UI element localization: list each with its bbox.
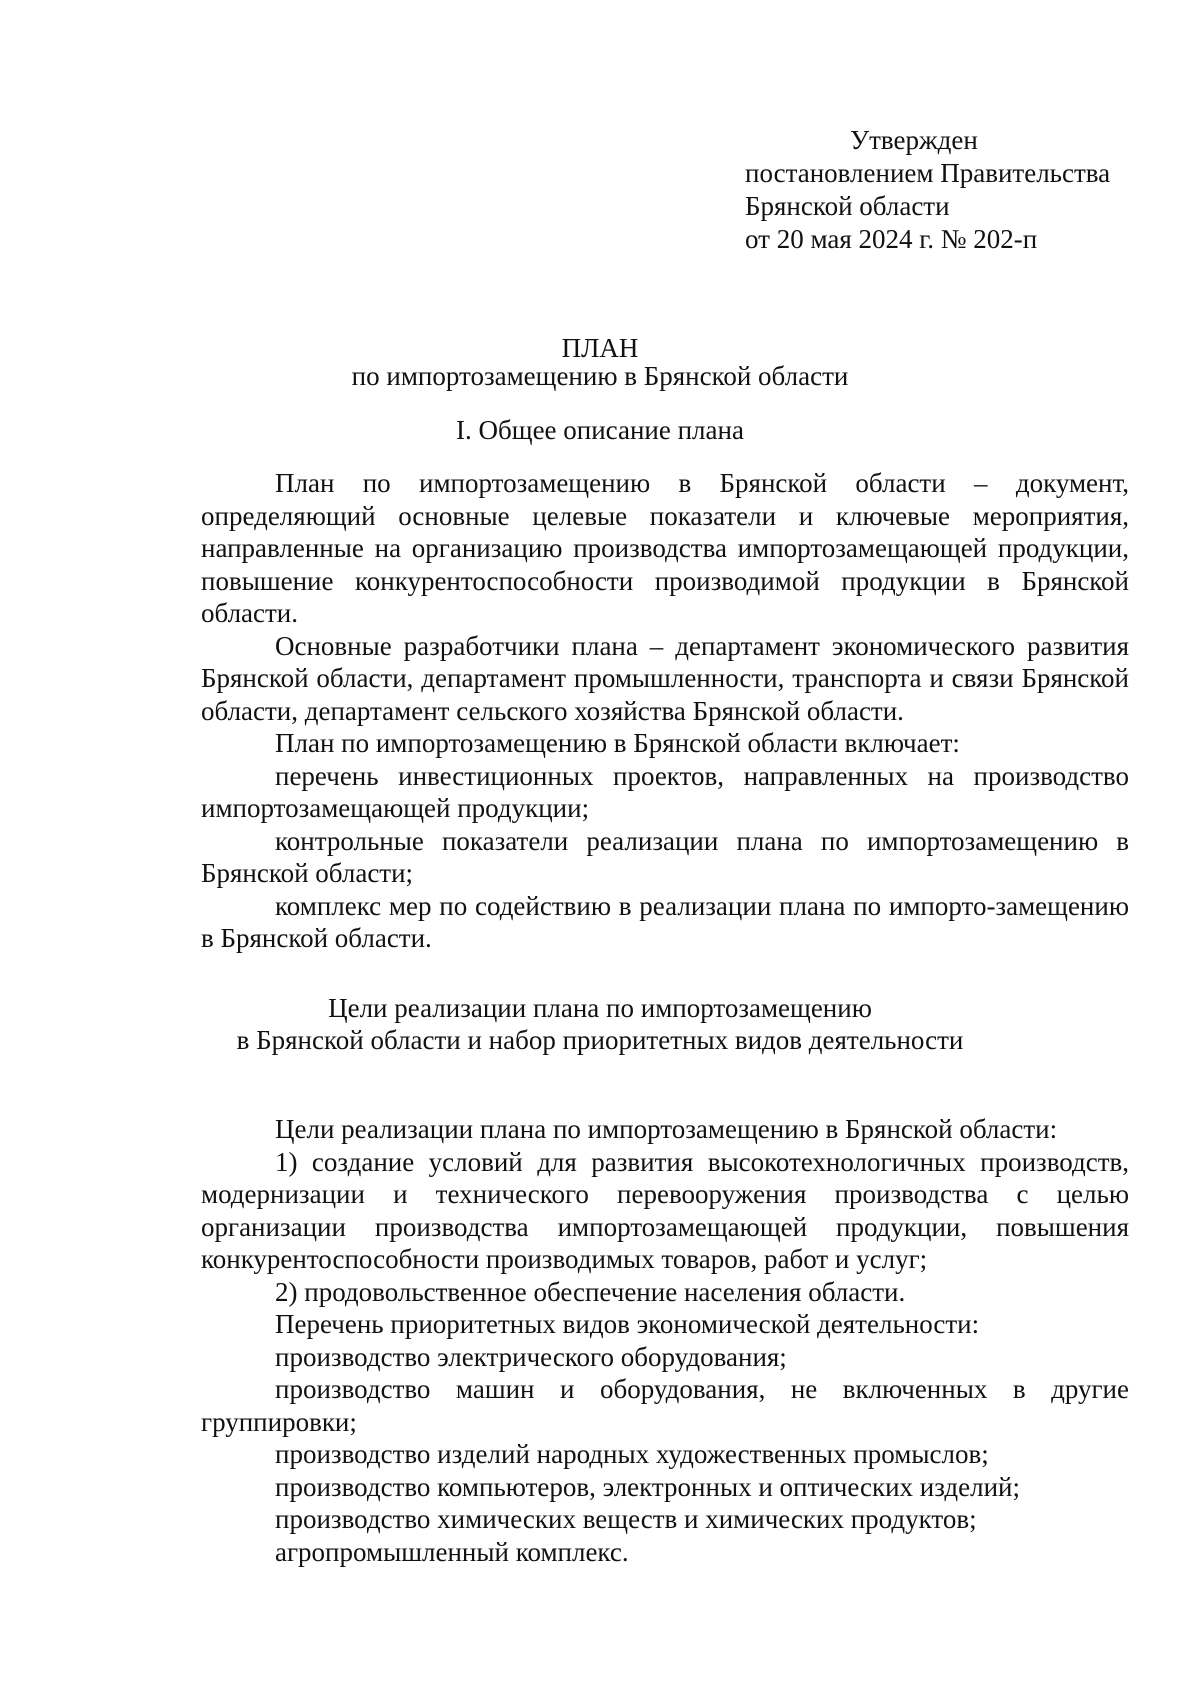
paragraph: Основные разработчики плана – департамент экономического развития Брянской области, департамент промышленности, транспорта и связи Брянской области, департамент сельского хозяйства Брянской области. (201, 630, 1129, 726)
approval-line-4: от 20 мая 2024 г. № 202-п (745, 224, 1038, 254)
paragraph: 2) продовольственное обеспечение населения области. (275, 1276, 906, 1307)
section-2-body (201, 1113, 1129, 1568)
paragraph: Цели реализации плана по импортозамещению в Брянской области: (275, 1114, 1058, 1144)
section-2-heading-line-2: в Брянской области и набор приоритетных видов деятельности (236, 1025, 964, 1055)
approval-line-2: постановлением Правительства (745, 158, 1111, 188)
section-1-heading: I. Общее описание плана (456, 415, 744, 445)
paragraph: перечень инвестиционных проектов, направленных на производство импортозамещающей продукции; (201, 760, 1129, 823)
paragraph: производство машин и оборудования, не включенных в другие группировки; (201, 1374, 1129, 1437)
paragraph: производство химических веществ и химических продуктов; (275, 1504, 977, 1534)
paragraph: 1) создание условий для развития высокотехнологичных производств, модернизации и технического перевооружения производства с целью организации производства импортозамещающей продукции, повышения конкурентоспособности производимых товаров, работ и услуг; (201, 1146, 1129, 1274)
paragraph: комплекс мер по содействию в реализации плана по импорто-замещению в Брянской области. (201, 890, 1129, 953)
approval-line-1: Утвержден (850, 125, 978, 155)
paragraph: производство изделий народных художественных промыслов; (275, 1439, 989, 1469)
paragraph: агропромышленный комплекс. (275, 1536, 629, 1567)
document-subtitle: по импортозамещению в Брянской области (351, 361, 849, 391)
paragraph: План по импортозамещению в Брянской области – документ, определяющий основные целевые показатели и ключевые мероприятия, направленные на организацию производства импортозамещающей продукции, повышение конкурентоспособности производимой продукции в Брянской области. (201, 468, 1129, 628)
paragraph: Перечень приоритетных видов экономической деятельности: (275, 1309, 980, 1339)
section-1-body (201, 467, 1129, 955)
paragraph: контрольные показатели реализации плана по импортозамещению в Брянской области; (201, 825, 1129, 888)
section-2-heading-line-1: Цели реализации плана по импортозамещению (328, 993, 872, 1023)
approval-line-3: Брянской области (745, 191, 950, 221)
paragraph: План по импортозамещению в Брянской области включает: (275, 728, 960, 758)
document-title: ПЛАН (561, 333, 639, 363)
paragraph: производство компьютеров, электронных и оптических изделий; (275, 1471, 1021, 1502)
approval-stamp (745, 124, 1165, 256)
paragraph: производство электрического оборудования; (275, 1341, 787, 1372)
